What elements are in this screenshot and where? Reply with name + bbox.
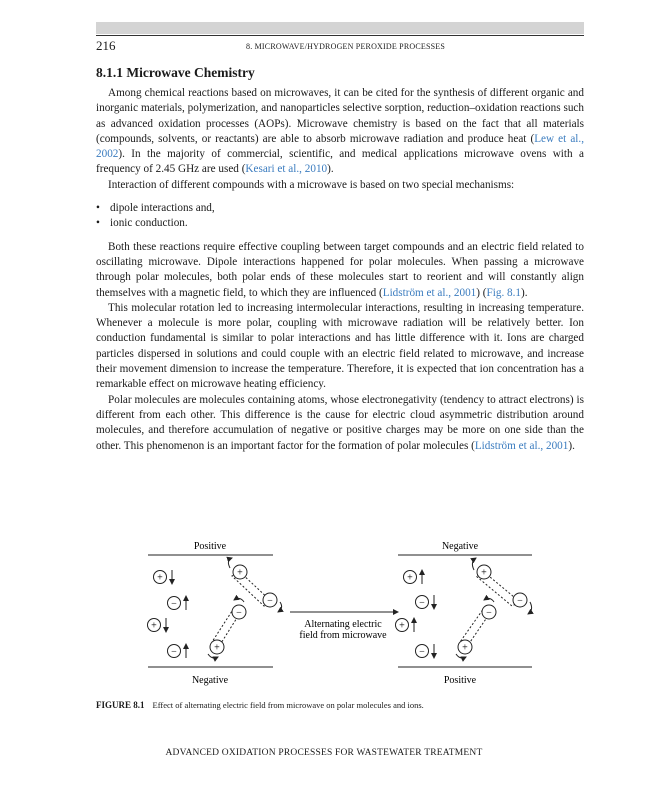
list-item: • dipole interactions and,: [96, 201, 584, 216]
left-dipole-2: [208, 598, 246, 658]
svg-text:−: −: [517, 595, 523, 607]
page-number: 216: [96, 38, 116, 53]
right-top-label: Negative: [441, 541, 479, 552]
left-ion-minus-1: [168, 596, 187, 610]
paragraph-1: Among chemical reactions based on microwaves, it can be cited for the synthesis of different organic and inorganic materials, polymerization, and nanoparticles selective sorption, reduction–oxidation reactions such as advanced oxidation processes (AOPs). Microwave chemistry is based on the fact that all materials (compounds, solvents, or reactants) are able to absorb microwave radiation and produce heat (Lew et al., 2002). In the majority of commercial, scientific, and medical applications microwave ovens with a frequency of 2.45 GHz are used (Kesari et al., 2010).: [96, 87, 584, 176]
section-heading: 8.1.1 Microwave Chemistry: [96, 65, 255, 80]
svg-text:+: +: [399, 620, 405, 632]
citation-kesari-2010[interactable]: Kesari et al., 2010: [245, 163, 328, 176]
body-text: [96, 86, 584, 454]
figure-8-1-diagram: [140, 538, 550, 688]
right-dipole-1: [472, 558, 531, 614]
figure-caption: [96, 700, 424, 710]
paragraph-2: Interaction of different compounds with a microwave is based on two special mechanisms:: [108, 178, 515, 191]
figure-caption-text: Effect of alternating electric field from microwave on polar molecules and ions.: [152, 700, 424, 710]
left-ion-plus-1: [154, 570, 173, 584]
svg-text:+: +: [157, 572, 163, 584]
paragraph-3: Both these reactions require effective coupling between target compounds and an electric field related to oscillating microwave. Dipole interactions happened for polar molecules. When passing a microwave through polar molecules, both polar ends of these molecules start to reorient and will constantly align themselves with a magnetic field, to which they are influenced (Lidström et al., 2001) (Fig. 8.1).: [96, 240, 584, 299]
citation-lidstrom-2001[interactable]: Lidström et al., 2001: [474, 439, 569, 452]
svg-text:+: +: [214, 642, 220, 654]
right-ion-plus-2: [396, 618, 415, 632]
svg-text:+: +: [151, 620, 157, 632]
svg-text:−: −: [171, 646, 177, 658]
right-bottom-label: Positive: [443, 675, 477, 686]
svg-text:+: +: [407, 572, 413, 584]
field-label-line2: field from microwave: [299, 630, 387, 641]
figure-caption-label: FIGURE 8.1: [96, 700, 145, 710]
svg-text:−: −: [267, 595, 273, 607]
left-ion-minus-2: [168, 644, 187, 658]
citation-lidstrom-2001[interactable]: Lidström et al., 2001: [382, 286, 477, 299]
right-dipole-2: [456, 598, 496, 658]
header-bar: [96, 22, 584, 34]
svg-text:−: −: [486, 607, 492, 619]
svg-text:+: +: [462, 642, 468, 654]
running-head: 8. MICROWAVE/HYDROGEN PEROXIDE PROCESSES: [246, 42, 445, 51]
svg-text:−: −: [419, 597, 425, 609]
list-item: • ionic conduction.: [96, 216, 584, 231]
left-bottom-label: Negative: [191, 675, 229, 686]
field-label-line1: Alternating electric: [304, 619, 382, 630]
figure-reference-link[interactable]: Fig. 8.1: [486, 286, 522, 299]
paragraph-4: This molecular rotation led to increasing intermolecular interactions, resulting in increasing temperature. Whenever a molecule is more polar, coupling with microwave radiation will be relatively better. Ion conduction fundamental is similar to polar interactions and has little difference with it. Ions are charged particles dispersed in solutions and could couple with an electric field related to microwave, and increase their movement dimension to increase the temperature. Therefore, it is expected that ion concentration has a remarkable effect on microwave heating efficiency.: [96, 301, 584, 391]
paragraph-5: Polar molecules are molecules containing atoms, whose electronegativity (tendency to attract electrons) is different from each other. This difference is the cause for electric cloud asymmetric distribution around molecules, and therefore accumulation of negative or positive charges may be more on one side than the other. This phenomenon is an important factor for the formation of polar molecules (Lidström et al., 2001).: [96, 393, 584, 452]
right-ion-minus-2: [416, 644, 435, 658]
svg-text:+: +: [237, 567, 243, 579]
mechanism-list: [96, 201, 584, 232]
svg-text:−: −: [236, 607, 242, 619]
header-rule: [96, 35, 584, 36]
left-dipole-1: [228, 558, 281, 612]
svg-text:+: +: [481, 567, 487, 579]
page-footer: ADVANCED OXIDATION PROCESSES FOR WASTEWATER TREATMENT: [165, 748, 483, 758]
citation-lew-2002[interactable]: Lew et al., 2002: [96, 132, 584, 161]
svg-text:−: −: [419, 646, 425, 658]
svg-text:−: −: [171, 598, 177, 610]
right-ion-minus-1: [416, 595, 435, 609]
left-ion-plus-2: [148, 618, 167, 632]
left-top-label: Positive: [193, 541, 227, 552]
right-ion-plus-1: [404, 570, 423, 584]
